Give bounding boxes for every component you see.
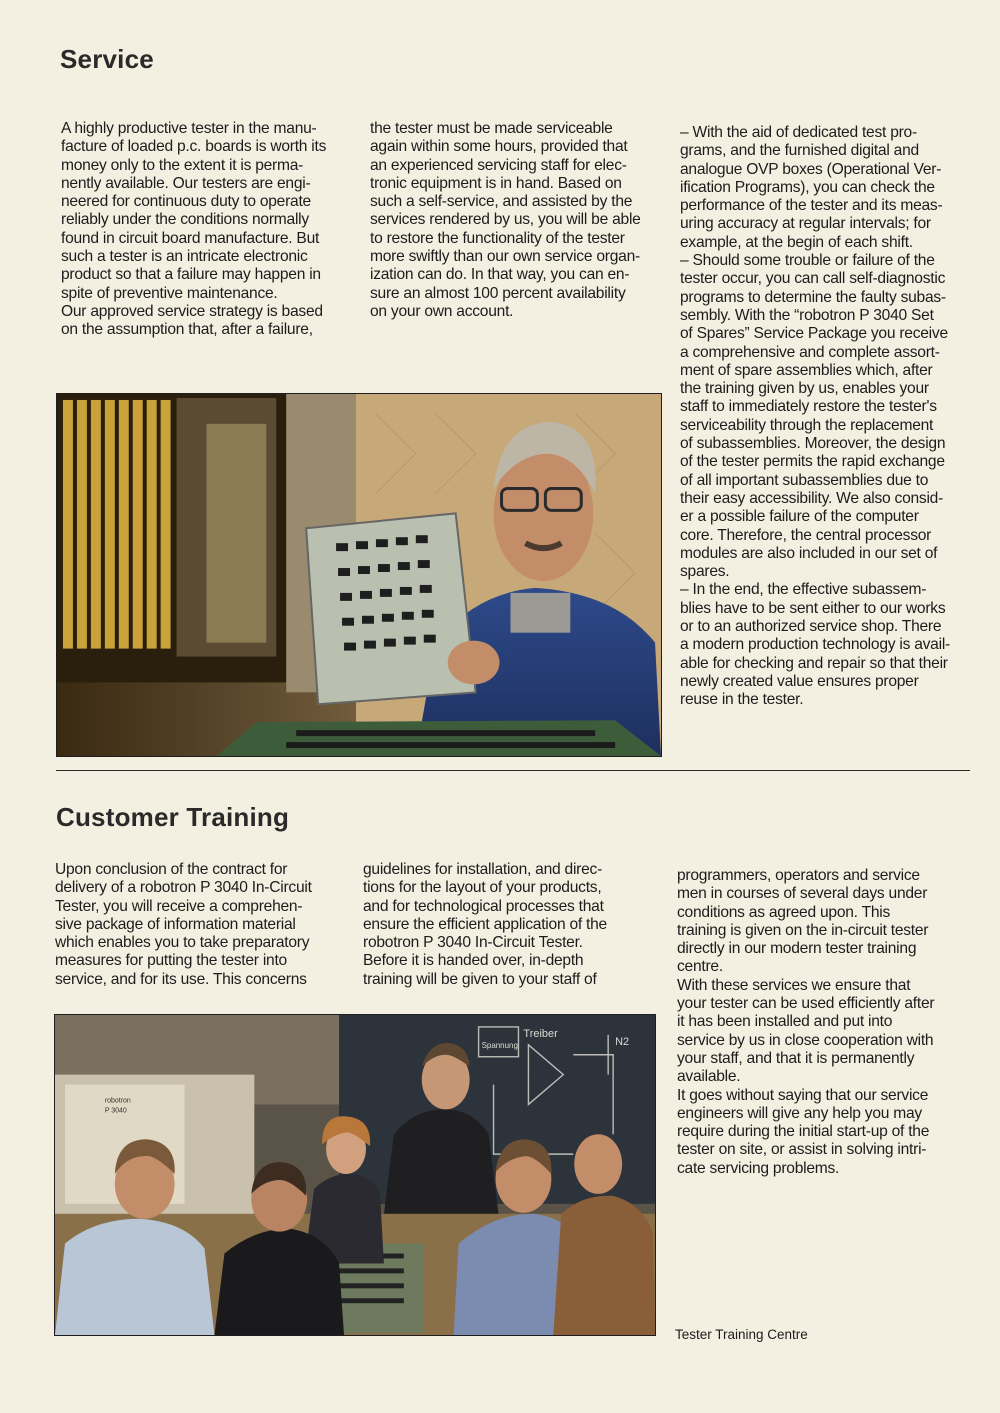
text-line: uring accuracy at regular intervals; for xyxy=(680,215,931,233)
text-line: Tester, you will receive a comprehen- xyxy=(55,897,303,915)
chalk-word-treiber: Treiber xyxy=(523,1027,558,1040)
text-line: conditions as agreed upon. This xyxy=(677,903,891,921)
service-column-3 xyxy=(680,124,990,710)
text-line: ensure the efficient application of the xyxy=(363,915,607,933)
text-line: again within some hours, provided that xyxy=(370,138,628,156)
text-line: measures for putting the tester into xyxy=(55,952,287,970)
text-line: ment of spare assemblies which, after xyxy=(680,361,933,379)
tester-training-centre-photo xyxy=(54,1014,656,1336)
text-line: of the tester permits the rapid exchange xyxy=(680,453,945,471)
section-divider xyxy=(56,770,970,771)
text-line: able for checking and repair so that their xyxy=(680,654,948,672)
text-line: training is given on the in-circuit tester xyxy=(677,921,929,939)
text-line: and for technological processes that xyxy=(363,897,604,915)
text-line: – In the end, the effective subassem- xyxy=(680,581,927,599)
text-line: tions for the layout of your products, xyxy=(363,879,602,897)
text-line: cate servicing problems. xyxy=(677,1159,840,1177)
text-line: services rendered by us, you will be able xyxy=(370,211,641,229)
chalk-word-spannung: Spannung xyxy=(481,1040,518,1050)
text-line: training will be given to your staff of xyxy=(363,970,597,988)
text-line: available. xyxy=(677,1068,741,1086)
text-line: spares. xyxy=(680,563,730,581)
machine-model-label: P 3040 xyxy=(104,1107,127,1115)
text-line: delivery of a robotron P 3040 In-Circuit xyxy=(55,879,312,897)
text-line: it has been installed and put into xyxy=(677,1013,893,1031)
text-line: such a tester is an intricate electronic xyxy=(61,248,308,266)
text-line: A highly productive tester in the manu- xyxy=(61,120,317,137)
chalk-word-n2: N2 xyxy=(615,1035,630,1048)
text-line: service by us in close cooperation with xyxy=(677,1031,934,1049)
text-line: Before it is handed over, in-depth xyxy=(363,952,584,970)
text-line: – With the aid of dedicated test pro- xyxy=(680,124,917,141)
text-line: ification Programs), you can check the xyxy=(680,178,935,196)
text-line: to restore the functionality of the tester xyxy=(370,229,625,247)
text-line: neered for continuous duty to operate xyxy=(61,193,311,211)
service-technician-photo xyxy=(56,393,662,757)
text-line: sembly. With the “robotron P 3040 Set xyxy=(680,306,934,324)
text-line: engineers will give any help you may xyxy=(677,1104,922,1122)
text-line: more swiftly than our own service organ- xyxy=(370,248,640,266)
text-line: or to an authorized service shop. There xyxy=(680,618,942,636)
text-line: serviceability through the replacement xyxy=(680,416,934,434)
text-line: programmers, operators and service xyxy=(677,867,920,884)
text-line: on your own account. xyxy=(370,302,514,320)
text-line: core. Therefore, the central processor xyxy=(680,526,932,544)
text-line: analogue OVP boxes (Operational Ver- xyxy=(680,160,942,178)
text-line: product so that a failure may happen in xyxy=(61,266,321,284)
text-line: your staff, and that it is permanently xyxy=(677,1049,915,1067)
service-title: Service xyxy=(60,44,154,74)
text-line: which enables you to take preparatory xyxy=(55,934,310,952)
text-line: facture of loaded p.c. boards is worth its xyxy=(61,138,327,156)
text-line: on the assumption that, after a failure, xyxy=(61,321,313,339)
text-line: your tester can be used efficiently after xyxy=(677,995,935,1013)
text-line: newly created value ensures proper xyxy=(680,672,919,690)
text-line: of subassemblies. Moreover, the design xyxy=(680,435,946,453)
text-line: tester occur, you can call self-diagnostic xyxy=(680,270,946,288)
text-line: spite of preventive maintenance. xyxy=(61,284,278,302)
text-line: money only to the extent it is perma- xyxy=(61,156,304,174)
text-line: service, and for its use. This concerns xyxy=(55,970,307,988)
text-line: such a self-service, and assisted by the xyxy=(370,193,633,211)
text-line: blies have to be sent either to our works xyxy=(680,599,946,617)
text-line: sure an almost 100 percent availability xyxy=(370,284,626,302)
photo-caption: Tester Training Centre xyxy=(675,1327,808,1342)
text-line: of all important subassemblies due to xyxy=(680,471,929,489)
text-line: performance of the tester and its meas- xyxy=(680,197,943,215)
service-column-2 xyxy=(370,120,670,321)
text-line: reliably under the conditions normally xyxy=(61,211,309,229)
text-line: the training given by us, enables your xyxy=(680,380,929,398)
text-line: found in circuit board manufacture. But xyxy=(61,229,320,247)
text-line: Our approved service strategy is based xyxy=(61,302,323,320)
text-line: nently available. Our testers are engi- xyxy=(61,174,311,192)
text-line: staff to immediately restore the tester's xyxy=(680,398,937,416)
text-line: grams, and the furnished digital and xyxy=(680,142,919,160)
text-line: modules are also included in our set of xyxy=(680,544,938,562)
service-column-1 xyxy=(61,120,361,340)
text-line: Upon conclusion of the contract for xyxy=(55,861,288,878)
training-column-1 xyxy=(55,861,355,989)
text-line: a modern production technology is avail- xyxy=(680,636,950,654)
machine-brand-label: robotron xyxy=(104,1097,131,1105)
text-line: With these services we ensure that xyxy=(677,976,911,994)
text-line: er a possible failure of the computer xyxy=(680,508,919,526)
text-line: tronic equipment is in hand. Based on xyxy=(370,174,622,192)
text-line: sive package of information material xyxy=(55,915,296,933)
text-line: robotron P 3040 In-Circuit Tester. xyxy=(363,934,583,952)
text-line: example, at the begin of each shift. xyxy=(680,233,913,251)
text-line: – Should some trouble or failure of the xyxy=(680,252,935,270)
text-line: tester on site, or assist in solving intri- xyxy=(677,1141,927,1159)
text-line: It goes without saying that our service xyxy=(677,1086,929,1104)
text-line: reuse in the tester. xyxy=(680,691,804,709)
text-line: directly in our modern tester training xyxy=(677,940,917,958)
text-line: their easy accessibility. We also consid- xyxy=(680,489,944,507)
text-line: guidelines for installation, and direc- xyxy=(363,861,603,878)
text-line: the tester must be made serviceable xyxy=(370,120,613,137)
text-line: men in courses of several days under xyxy=(677,885,928,903)
text-line: ization can do. In that way, you can en- xyxy=(370,266,630,284)
customer-training-title: Customer Training xyxy=(56,802,290,832)
text-line: require during the initial start-up of the xyxy=(677,1123,930,1141)
text-line: an experienced servicing staff for elec- xyxy=(370,156,627,174)
text-line: programs to determine the faulty subas- xyxy=(680,288,946,306)
text-line: of Spares” Service Package you receive xyxy=(680,325,948,343)
text-line: centre. xyxy=(677,958,723,976)
training-column-2 xyxy=(363,861,663,989)
training-column-3 xyxy=(677,867,987,1178)
text-line: a comprehensive and complete assort- xyxy=(680,343,940,361)
